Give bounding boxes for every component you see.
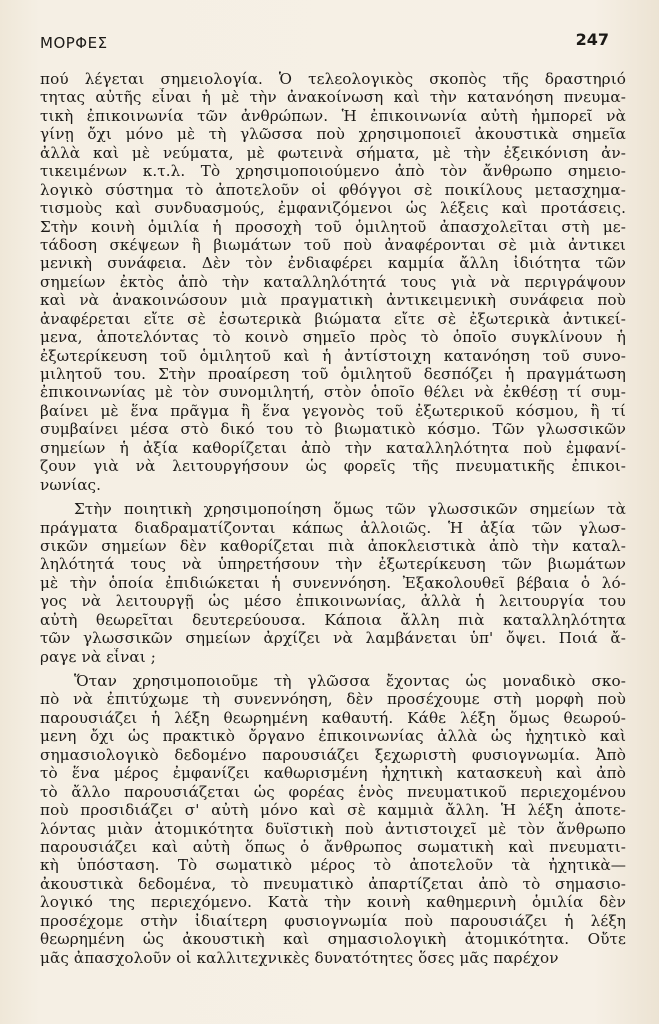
text-line: ληλότητά τους νὰ ὑπηρετήσουν τὴν ἐξωτερίκευση τῶν βιωμάτων bbox=[40, 555, 626, 574]
running-head: ΜΟΡΦΕΣ bbox=[40, 34, 108, 52]
text-line: Στὴν κοινὴ ὁμιλία ἡ προσοχὴ τοῦ ὁμιλητοῦ ἀπασχολεῖται στὴ με- bbox=[40, 217, 626, 236]
text-line: ἐξωτερίκευση τοῦ ὁμιλητοῦ καὶ ἡ ἀντίστοιχη κατανόηση τοῦ συνο- bbox=[40, 346, 626, 365]
text-line: καὶ νὰ ἀνακοινώσουν μιὰ πραγματικὴ ἀντικειμενικὴ συνάφεια ποὺ bbox=[40, 291, 626, 310]
text-line: ἐπικοινωνίας μὲ τὸν συνομιλητή, στὸν ὁποῖο θέλει νὰ ἐκθέσῃ τί συμ- bbox=[40, 383, 626, 402]
text-line: μενα, ἀποτελόντας τὸ κοινὸ σημεῖο πρὸς τὸ ὁποῖο συγκλίνουν ἡ bbox=[40, 328, 626, 347]
text-line: τικὴ ἐπικοινωνία τῶν ἀνθρώπων. Ἡ ἐπικοινωνία αὐτὴ ἠμπορεῖ νὰ bbox=[40, 106, 626, 125]
text-line: πού λέγεται σημειολογία. Ὁ τελεολογικὸς σκοπὸς τῆς δραστηριό bbox=[40, 70, 626, 88]
text-line: μᾶς ἀπασχολοῦν οἱ καλλιτεχνικὲς δυνατότητες ὅσες μᾶς παρέχον bbox=[40, 948, 559, 967]
text-line: τὸ ἕνα μέρος ἐμφανίζει καθωρισμένη ἠχητικὴ κατασκευὴ καὶ ἀπὸ bbox=[40, 764, 626, 783]
text-line: τητας αὐτῆς εἶναι ἡ μὲ τὴν ἀνακοίνωση καὶ τὴν κατανόηση πνευμα- bbox=[40, 88, 626, 107]
text-line: γίνῃ ὄχι μόνο μὲ τὴ γλῶσσα ποὺ χρησιμοποιεῖ ἀκουστικὰ σημεῖα bbox=[40, 125, 626, 144]
text-line: κὴ ὑπόσταση. Τὸ σωματικὸ μέρος τὸ ἀποτελοῦν τὰ ἠχητικὰ— bbox=[40, 856, 626, 875]
paragraph bbox=[40, 500, 626, 666]
text-line: αὐτὴ θεωρεῖται δευτερεύουσα. Κάποια ἄλλη πιὰ καταλληλότητα bbox=[40, 610, 626, 629]
text-line: μιλητοῦ του. Στὴν προαίρεση τοῦ ὁμιλητοῦ δεσπόζει ἡ πραγμάτωση bbox=[40, 365, 626, 383]
text-line: πράγματα διαδραματίζονται κάπως ἀλλοιῶς. Ἡ ἀξία τῶν γλωσ- bbox=[40, 518, 626, 537]
text-line: ἀκουστικὰ δεδομένα, τὸ πνευματικὸ ἀπαρτίζεται ἀπὸ τὸ σημασιο- bbox=[40, 874, 626, 893]
text-line: ἀλλὰ καὶ μὲ νεύματα, μὲ φωτεινὰ σήματα, μὲ τὴν ἐξεικόνιση ἀν- bbox=[40, 143, 626, 162]
text-line: τικειμένων κ.τ.λ. Τὸ χρησιμοποιούμενο ἀπὸ τὸν ἄνθρωπο σημειο- bbox=[40, 162, 626, 181]
page-number: 247 bbox=[575, 30, 609, 49]
text-line: παρουσιάζει ἡ λέξη θεωρημένη καθαυτή. Κάθε λέξη ὅμως θεωρού- bbox=[40, 708, 626, 727]
body-text bbox=[40, 70, 626, 967]
text-line: νωνίας. bbox=[40, 475, 102, 494]
text-line: σημασιολογικὸ δεδομένο παρουσιάζει ξεχωριστὴ φυσιογνωμία. Ἀπὸ bbox=[40, 745, 626, 764]
paragraph bbox=[40, 70, 626, 494]
text-line: σημείων ἡ ἀξία καθορίζεται ἀπὸ τὴν καταλληλότητα ποὺ ἐμφανί- bbox=[40, 438, 626, 457]
text-line: τισμοὺς καὶ συνδυασμούς, ἐμφανιζόμενοι ὡς λέξεις καὶ προτάσεις. bbox=[40, 199, 626, 218]
text-line: ἀναφέρεται εἴτε σὲ ἐσωτερικὰ βιώματα εἴτε σὲ ἐξωτερικὰ ἀντικεί- bbox=[40, 309, 626, 328]
text-line: μενη ὄχι ὡς πρακτικὸ ὄργανο ἐπικοινωνίας ἀλλὰ ὡς ἠχητικὸ καὶ bbox=[40, 727, 626, 746]
text-line: λογικὸ σύστημα τὸ ἀποτελοῦν οἱ φθόγγοι σὲ ποικίλους μετασχημα- bbox=[40, 180, 626, 199]
text-line: παρουσιάζει καὶ αὐτὴ ὅπως ὁ ἄνθρωπος σωματικὴ καὶ πνευματι- bbox=[40, 837, 626, 856]
text-line: μὲ τὴν ὁποία ἐπιδιώκεται ἡ συνεννόηση. Ἐξακολουθεῖ βέβαια ὁ λό- bbox=[40, 573, 626, 592]
text-line: σημείων ἐκτὸς ἀπὸ τὴν καταλληλότητά τους γιὰ νὰ περιγράψουν bbox=[40, 272, 626, 291]
text-line: μενικὴ συνάφεια. Δὲν τὸν ἐνδιαφέρει καμμία ἄλλη ἰδιότητα τῶν bbox=[40, 254, 626, 273]
text-line: ραγε νὰ εἶναι ; bbox=[40, 647, 156, 666]
text-line: προσέχομε στὴν ἰδιαίτερη φυσιογνωμία ποὺ παρουσιάζει ἡ λέξη bbox=[40, 911, 626, 930]
text-line: ποὺ προσιδιάζει σ' αὐτὴ μόνο καὶ σὲ καμμιὰ ἄλλη. Ἡ λέξη ἀποτε- bbox=[40, 801, 626, 820]
paragraph bbox=[40, 672, 626, 967]
text-line: θεωρημένη ὡς ἀκουστικὴ καὶ σημασιολογικὴ ἀτομικότητα. Οὔτε bbox=[40, 930, 626, 949]
text-line: βαίνει μὲ ἕνα πρᾶγμα ἢ ἕνα γεγονὸς τοῦ ἐξωτερικοῦ κόσμου, ἢ τί bbox=[40, 401, 626, 420]
text-line: ζουν γιὰ νὰ λειτουργήσουν ὡς φορεῖς τῆς πνευματικῆς ἐπικοι- bbox=[40, 457, 626, 476]
text-line: λόντας μιὰν ἀτομικότητα δυϊστικὴ ποὺ ἀντιστοιχεῖ μὲ τὸν ἄνθρωπο bbox=[40, 819, 626, 838]
text-line: συμβαίνει μέσα στὸ δικό του τὸ βιωματικὸ κόσμο. Τῶν γλωσσικῶν bbox=[40, 420, 626, 439]
text-line: σικῶν σημείων δὲν καθορίζεται πιὰ ἀποκλειστικὰ ἀπὸ τὴν καταλ- bbox=[40, 536, 626, 555]
text-line: Ὅταν χρησιμοποιοῦμε τὴ γλῶσσα ἔχοντας ὡς μοναδικὸ σκο- bbox=[74, 672, 626, 690]
text-line: πὸ νὰ ἐπιτύχωμε τὴ συνεννόηση, δὲν προσέχουμε στὴ μορφὴ ποὺ bbox=[40, 690, 626, 709]
page-header bbox=[40, 30, 609, 56]
text-line: τῶν γλωσσικῶν σημείων ἀρχίζει νὰ λαμβάνεται ὑπ' ὄψει. Ποιά ἄ- bbox=[40, 629, 626, 648]
text-line: Στὴν ποιητικὴ χρησιμοποίηση ὅμως τῶν γλωσσικῶν σημείων τὰ bbox=[74, 500, 626, 519]
text-line: γος νὰ λειτουργῇ ὡς μέσο ἐπικοινωνίας, ἀλλὰ ἡ λειτουργία του bbox=[40, 592, 626, 611]
text-line: τὸ ἄλλο παρουσιάζεται ὡς φορέας ἑνὸς πνευματικοῦ περιεχομένου bbox=[40, 782, 626, 801]
text-line: τάδοση σκέψεων ἢ βιωμάτων τοῦ ποὺ ἀναφέρονται σὲ μιὰ ἀντικει bbox=[40, 235, 626, 254]
text-line: λογικό της περιεχόμενο. Κατὰ τὴν κοινὴ καθημερινὴ ὁμιλία δὲν bbox=[40, 893, 626, 912]
